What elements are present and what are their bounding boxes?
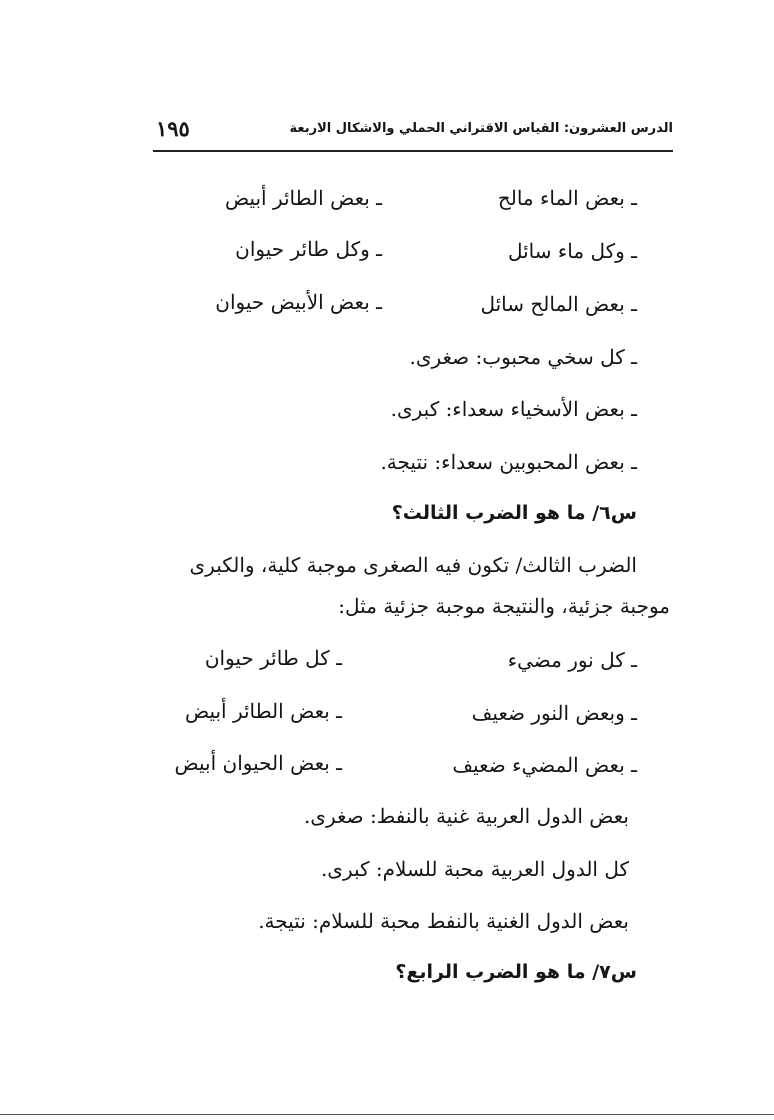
example3-left-line-3: ـ بعض الحيوان أبيض: [174, 751, 342, 775]
example3-right-line-3: ـ بعض المضيء ضعيف: [452, 753, 637, 777]
example1-right-line-1: ـ بعض الماء مالح: [497, 186, 637, 210]
example1-left-line-2: ـ وكل طائر حيوان: [235, 237, 382, 261]
answer6-line-2: موجبة جزئية، والنتيجة موجبة جزئية مثل:: [338, 594, 670, 618]
example3-right-line-1: ـ كل نور مضيء: [507, 648, 637, 672]
example3-left-line-1: ـ كل طائر حيوان: [204, 646, 342, 670]
example2-line-3: ـ بعض المحبوبين سعداء: نتيجة.: [380, 450, 637, 474]
example1-right-line-2: ـ وكل ماء سائل: [507, 239, 637, 263]
example2-line-2: ـ بعض الأسخياء سعداء: كبرى.: [390, 397, 637, 421]
question-6: س٦/ ما هو الضرب الثالث؟: [391, 502, 637, 524]
bottom-edge-line: [0, 1114, 774, 1115]
question-7: س٧/ ما هو الضرب الرابع؟: [395, 961, 637, 983]
example4-line-3: بعض الدول الغنية بالنفط محبة للسلام: نتيجة.: [258, 909, 629, 933]
answer6-line-1: الضرب الثالث/ تكون فيه الصغرى موجبة كلية، والكبرى: [189, 553, 637, 577]
running-header: [153, 116, 673, 146]
example3-left-line-2: ـ بعض الطائر أبيض: [184, 699, 342, 723]
example2-line-1: ـ كل سخي محبوب: صغرى.: [409, 345, 637, 369]
example4-line-1: بعض الدول العربية غنية بالنفط: صغرى.: [303, 804, 629, 828]
example4-line-2: كل الدول العربية محبة للسلام: كبرى.: [320, 857, 629, 881]
example3-right-line-2: ـ وبعض النور ضعيف: [471, 701, 637, 725]
example1-left-line-3: ـ بعض الأبيض حيوان: [215, 290, 382, 314]
header-divider: [153, 150, 673, 152]
page-number: ١٩٥: [156, 116, 190, 141]
example1-left-line-1: ـ بعض الطائر أبيض: [224, 186, 382, 210]
example1-right-line-3: ـ بعض المالح سائل: [480, 292, 637, 316]
header-title: الدرس العشرون: القياس الاقتراني الحملي والاشكال الاربعة: [289, 121, 673, 136]
